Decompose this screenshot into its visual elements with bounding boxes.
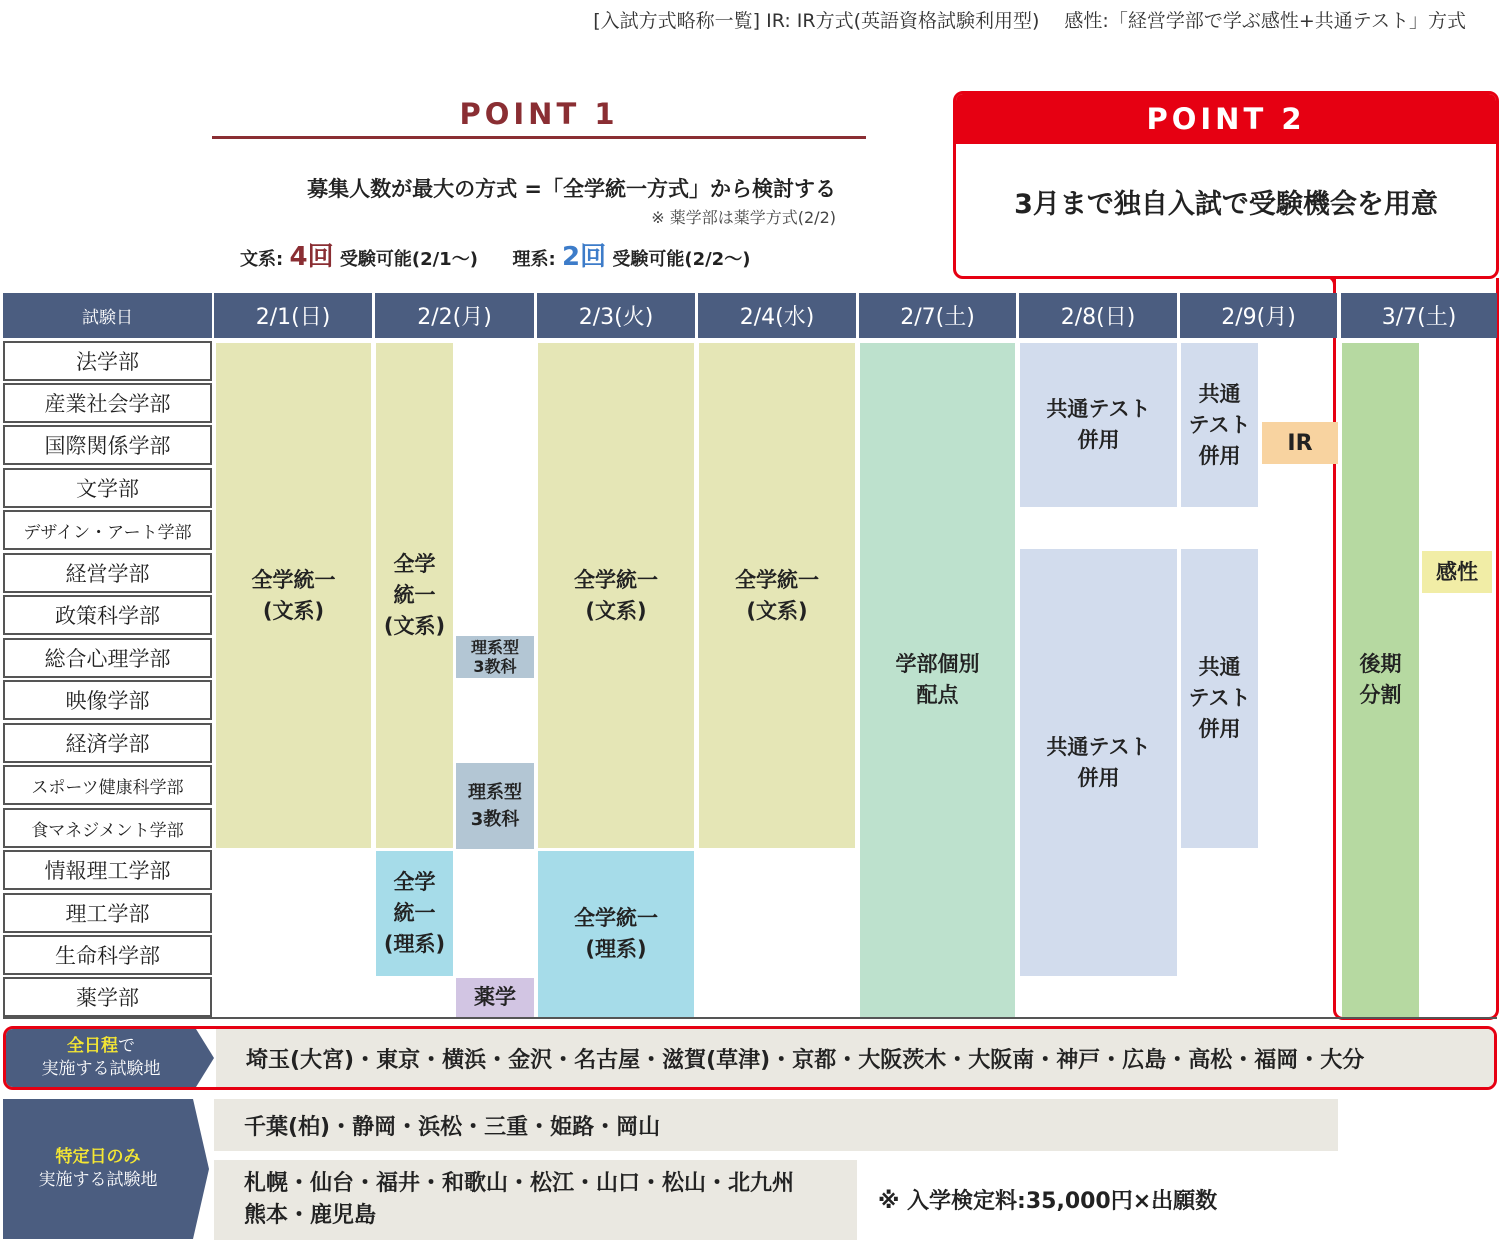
header-date-0202: 2/2(月): [375, 293, 534, 338]
dept-food-management: 食マネジメント学部: [3, 808, 212, 848]
dept-international-relations: 国際関係学部: [3, 425, 212, 465]
bun-count: 4回: [289, 242, 334, 272]
ri-text: 受験可能(2/2〜): [612, 249, 751, 270]
bun-label: 文系:: [240, 249, 284, 270]
point1-note: ※ 薬学部は薬学方式(2/2): [651, 208, 836, 227]
venues-all-days-arrow: [196, 1029, 216, 1087]
ri-label: 理系:: [512, 249, 556, 270]
cell-0203-unified-humanities: 全学統一 (文系): [538, 343, 694, 848]
cell-0209-ir: IR: [1262, 422, 1338, 464]
table-bottom-rule: [3, 1017, 1497, 1019]
venues-all-days-tag: [6, 1029, 196, 1087]
cell-0202-pharmacy: 薬学: [456, 978, 534, 1017]
dept-sport-health: スポーツ健康科学部: [3, 765, 212, 805]
cell-0204-unified-humanities: 全学統一 (文系): [699, 343, 855, 848]
dept-social-sciences: 産業社会学部: [3, 383, 212, 423]
cell-0307-late-split: 後期 分割: [1342, 343, 1419, 1017]
cell-0209-common-test-a: 共通 テスト 併用: [1181, 343, 1258, 507]
header-date-0201: 2/1(日): [214, 293, 372, 338]
dept-economics: 経済学部: [3, 723, 212, 763]
venues-specific-list-1: 千葉(柏)・静岡・浜松・三重・姫路・岡山: [214, 1099, 1338, 1151]
header-date-0207: 2/7(土): [859, 293, 1016, 338]
dept-information-science: 情報理工学部: [3, 850, 212, 890]
venues-specific-days-arrow: [193, 1099, 213, 1239]
dept-policy-science: 政策科学部: [3, 595, 212, 635]
cell-0201-unified-humanities: 全学統一 (文系): [216, 343, 371, 848]
dept-life-sciences: 生命科学部: [3, 935, 212, 975]
dept-science-engineering: 理工学部: [3, 893, 212, 933]
venues-specific-list-2: [214, 1160, 857, 1240]
all-days-suffix: で: [118, 1036, 135, 1056]
header-date-0203: 2/3(火): [537, 293, 695, 338]
dept-letters: 文学部: [3, 468, 212, 508]
all-days-highlight: 全日程: [67, 1036, 118, 1056]
point1-counts: [240, 236, 750, 273]
header-exam-date: 試験日: [3, 293, 212, 338]
all-days-caption: 実施する試験地: [41, 1059, 161, 1079]
ri-count: 2回: [561, 242, 607, 272]
cell-0208-common-test-b: 共通テスト 併用: [1020, 549, 1177, 976]
dept-design-art: デザイン・アート学部: [3, 510, 212, 550]
header-date-0307: 3/7(土): [1341, 293, 1497, 338]
bun-text: 受験可能(2/1〜): [339, 249, 478, 270]
point2-title: POINT 2: [956, 94, 1496, 144]
cell-0202-science-3subjects-b: 理系型 3教科: [456, 763, 534, 849]
cell-0202-unified-science: 全学 統一 (理系): [376, 851, 453, 976]
cell-0208-common-test-a: 共通テスト 併用: [1020, 343, 1177, 507]
specific-days-caption: 実施する試験地: [38, 1170, 158, 1190]
cell-0202-unified-humanities: 全学 統一 (文系): [376, 343, 453, 848]
venues-all-days-list: 埼玉(大宮)・東京・横浜・金沢・名古屋・滋賀(草津)・京都・大阪茨木・大阪南・神戸・広島・高松・福岡・大分: [216, 1029, 1494, 1087]
cell-0203-unified-science: 全学統一 (理系): [538, 851, 694, 1017]
point2-box: [953, 91, 1499, 279]
point1-title: POINT 1: [459, 97, 619, 131]
header-date-0208: 2/8(日): [1019, 293, 1177, 338]
dept-law: 法学部: [3, 341, 212, 381]
application-fee-note: ※ 入学検定料:35,000円×出願数: [878, 1189, 1218, 1214]
method-abbreviation-legend: [入試方式略称一覧] IR: IR方式(英語資格試験利用型) 感性:「経営学部で学ぶ感性+共通テスト」方式: [593, 10, 1466, 32]
cell-0202-science-3subjects-a: 理系型 3教科: [456, 636, 534, 678]
specific-days-highlight: 特定日のみ: [55, 1147, 141, 1167]
venues-all-days-frame: [3, 1026, 1497, 1090]
dept-pharmacy: 薬学部: [3, 977, 212, 1017]
point2-text: 3月まで独自入試で受験機会を用意: [1014, 189, 1438, 220]
dept-business: 経営学部: [3, 553, 212, 593]
header-date-0209: 2/9(月): [1180, 293, 1337, 338]
cell-0307-kansei: 感性: [1422, 551, 1492, 593]
venues-specific-list-2b: 熊本・鹿児島: [244, 1203, 377, 1228]
point1-main-text: 募集人数が最大の方式 =「全学統一方式」から検討する: [307, 177, 836, 201]
cell-0209-common-test-b: 共通 テスト 併用: [1181, 549, 1258, 848]
dept-image-arts: 映像学部: [3, 680, 212, 720]
header-date-0204: 2/4(水): [698, 293, 856, 338]
venues-specific-days-tag: [3, 1099, 193, 1239]
cell-0207-department-weighting: 学部個別 配点: [860, 343, 1015, 1017]
venues-specific-list-2a: 札幌・仙台・福井・和歌山・松江・山口・松山・北九州: [244, 1171, 795, 1196]
dept-psychology: 総合心理学部: [3, 638, 212, 678]
point1-divider: [212, 136, 866, 139]
